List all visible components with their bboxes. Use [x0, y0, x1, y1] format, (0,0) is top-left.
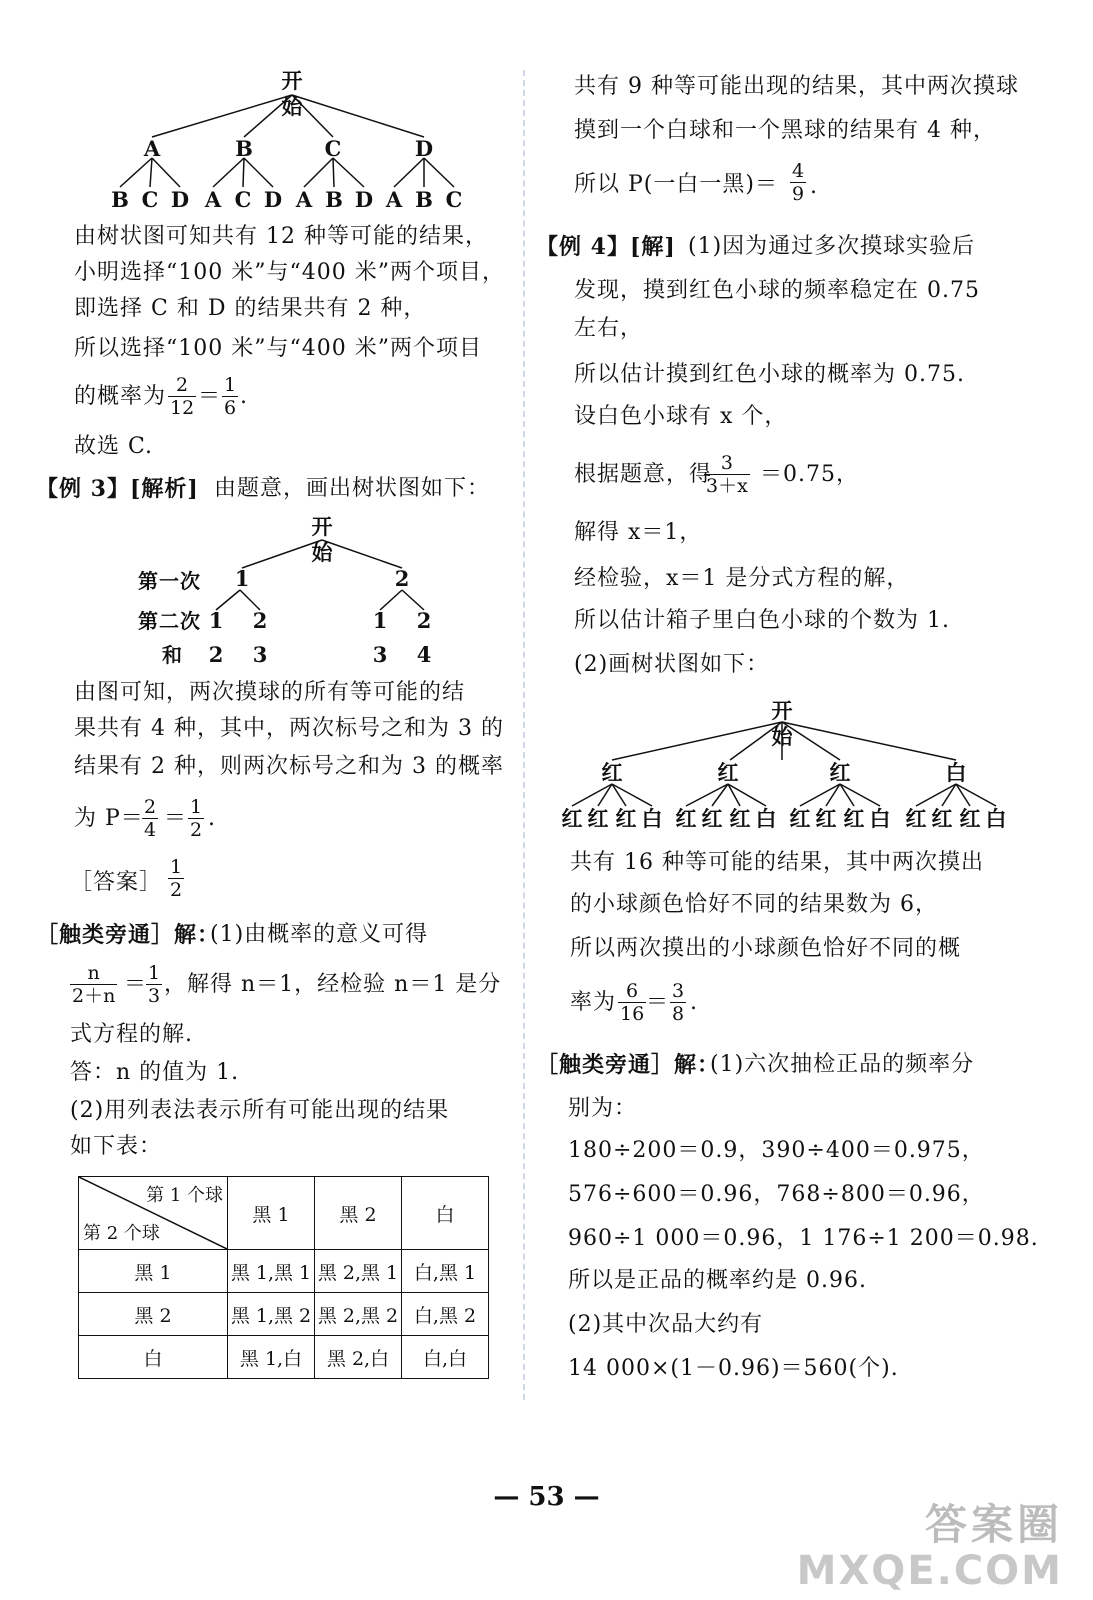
tree-2-leaf: 2 [416, 608, 432, 633]
tree-3-node: 白 [945, 760, 967, 785]
tree-2-node: 1 [234, 566, 250, 591]
paragraph-line: 解得 x＝1， [574, 520, 703, 545]
paragraph-line: ＝0.75， [760, 462, 859, 487]
table-cell: 白,黑 2 [402, 1293, 489, 1336]
paragraph-line: 为 P＝ [74, 806, 144, 831]
tree-2-root: 开始 [311, 514, 333, 565]
fraction-numerator: 4 [792, 160, 805, 182]
tree-1-leaf: D [354, 187, 374, 212]
tree-3-leaf: 红 [789, 806, 811, 831]
fraction-numerator: n [87, 962, 100, 984]
corner-bottom-label: 第 2 个球 [83, 1223, 160, 1244]
tree-2-leaf: 1 [372, 608, 388, 633]
paragraph-line: 发现，摸到红色小球的频率稳定在 0.75 [574, 278, 980, 303]
practice-tag: ［触类旁通］解： [536, 1052, 721, 1078]
paragraph-line: 所以是正品的概率约是 0.96. [568, 1268, 867, 1293]
paragraph-line: 共有 16 种等可能的结果，其中两次摸出 [570, 850, 984, 875]
equals-sign: ＝ [164, 806, 188, 831]
tree-1-leaf: C [234, 187, 252, 212]
tree-3-leaf: 白 [755, 806, 777, 831]
paragraph-line: (1)六次抽检正品的频率分 [710, 1052, 975, 1077]
tree-2-sum: 2 [208, 642, 224, 667]
tree-3-leaf: 红 [675, 806, 697, 831]
corner-top-label: 第 1 个球 [146, 1185, 223, 1206]
paragraph-line: 答：n 的值为 1. [70, 1060, 240, 1085]
tree-2-node: 2 [394, 566, 410, 591]
paragraph-line: 576÷600＝0.96，768÷800＝0.96， [568, 1182, 985, 1207]
tree-2-row-label: 第二次 [138, 609, 201, 633]
table-cell: 黑 2,白 [315, 1336, 402, 1379]
paragraph-line: 式方程的解. [70, 1022, 193, 1047]
paragraph-line: 由题意，画出树状图如下： [214, 476, 491, 501]
paragraph-line: 果共有 4 种，其中，两次标号之和为 3 的 [74, 716, 504, 741]
tree-3-leaf: 白 [641, 806, 663, 831]
fraction-denominator: 2 [170, 879, 183, 901]
tree-2-leaf: 2 [252, 608, 268, 633]
watermark-url: MXQE.COM [796, 1548, 1063, 1594]
tree-1-leaf: A [204, 187, 222, 212]
tree-1-leaf: B [415, 187, 433, 212]
tree-1-node: D [414, 136, 434, 161]
paragraph-line: (1)因为通过多次摸球实验后 [688, 234, 976, 259]
tree-2-sum: 3 [252, 642, 268, 667]
fraction-denominator: 2＋n [72, 985, 116, 1007]
fraction-numerator: 2 [144, 796, 157, 818]
paragraph-line: 所以估计摸到红色小球的概率为 0.75. [574, 362, 965, 387]
fraction-denominator: 6 [224, 397, 237, 419]
tree-1-leaf: C [445, 187, 463, 212]
table-cell: 黑 1,黑 2 [228, 1293, 315, 1336]
fraction-numerator: 3 [672, 980, 685, 1002]
paragraph-line: 所以两次摸出的小球颜色恰好不同的概 [570, 936, 962, 961]
example-4-tag: 【例 4】[解] [536, 234, 676, 260]
paragraph-line: (2)其中次品大约有 [568, 1312, 764, 1337]
paragraph-line: 14 000×(1－0.96)＝560(个). [568, 1356, 899, 1381]
tree-3-leaf: 红 [587, 806, 609, 831]
table-header-cell: 黑 2 [315, 1177, 402, 1250]
table-header-cell: 白 [402, 1177, 489, 1250]
paragraph-line: 的概率为 [74, 384, 167, 409]
answer-tag: ［答案］ [70, 870, 163, 895]
fraction-denominator: 12 [170, 397, 195, 419]
fraction [618, 980, 646, 1025]
tree-1-leaf: A [295, 187, 313, 212]
table-row-label: 白 [79, 1336, 228, 1379]
paragraph-line: 所以选择“100 米”与“400 米”两个项目 [74, 336, 482, 361]
tree-1-leaf: B [111, 187, 129, 212]
tree-1-node: C [324, 136, 342, 161]
fraction-numerator: 1 [224, 374, 237, 396]
tree-3-leaf: 红 [561, 806, 583, 831]
paragraph-line: 摸到一个白球和一个黑球的结果有 4 种， [574, 118, 996, 143]
tree-1-node: B [235, 136, 253, 161]
paragraph-line: ，解得 n＝1，经检验 n＝1 是分 [164, 972, 502, 997]
paragraph-line: 即选择 C 和 D 的结果共有 2 种， [74, 296, 427, 321]
paragraph-line: (1)由概率的意义可得 [210, 922, 429, 947]
tree-2-sum: 4 [416, 642, 432, 667]
tree-3-leaf: 红 [815, 806, 837, 831]
paragraph-line: 的小球颜色恰好不同的结果数为 6， [570, 892, 938, 917]
tree-1-leaf: C [141, 187, 159, 212]
paragraph-line: 别为： [568, 1096, 638, 1121]
period: . [208, 806, 216, 831]
equals-sign: ＝ [646, 990, 670, 1015]
equals-sign: ＝ [124, 972, 148, 997]
fraction-numerator: 6 [626, 980, 639, 1002]
tree-3-leaf: 红 [931, 806, 953, 831]
tree-3-leaf: 红 [843, 806, 865, 831]
fraction-denominator: 9 [792, 183, 805, 205]
paragraph-line: 经检验，x＝1 是分式方程的解， [574, 566, 910, 591]
paragraph-line: 共有 9 种等可能出现的结果，其中两次摸球 [574, 74, 1019, 99]
tree-1-node: A [143, 136, 161, 161]
tree-3-leaf: 红 [701, 806, 723, 831]
equals-sign: ＝ [198, 384, 222, 409]
paragraph-line: 设白色小球有 x 个， [574, 404, 788, 429]
tree-1-leaf: A [385, 187, 403, 212]
tree-1-leaf: D [170, 187, 190, 212]
practice-tag: ［触类旁通］解： [36, 922, 221, 948]
table-cell: 白,黑 1 [402, 1250, 489, 1293]
tree-2-row-label: 第一次 [138, 569, 201, 593]
tree-3-leaf: 红 [615, 806, 637, 831]
paragraph-line: 由树状图可知共有 12 种等可能的结果， [74, 224, 488, 249]
tree-1-leaf: B [325, 187, 343, 212]
fraction-denominator: 3 [148, 985, 161, 1007]
paragraph-line: (2)用列表法表示所有可能出现的结果 [70, 1098, 450, 1123]
example-3-tag: 【例 3】[解析] [36, 476, 199, 502]
fraction-denominator: 4 [144, 819, 157, 841]
paragraph-line: 小明选择“100 米”与“400 米”两个项目， [74, 260, 505, 285]
paragraph-line: 左右， [574, 316, 644, 341]
paragraph-line: (2)画树状图如下： [574, 652, 770, 677]
tree-3-root: 开始 [771, 698, 793, 749]
tree-2-row-label: 和 [162, 643, 183, 667]
tree-3-leaf: 红 [729, 806, 751, 831]
fraction-numerator: 1 [148, 962, 161, 984]
table-cell: 白,白 [402, 1336, 489, 1379]
fraction-denominator: 16 [620, 1003, 645, 1025]
period: . [810, 174, 818, 199]
tree-2-sum: 3 [372, 642, 388, 667]
fraction-numerator: 3 [720, 452, 733, 474]
watermark-logo: 答案圈 [924, 1500, 1063, 1549]
paragraph-line: 960÷1 000＝0.96，1 176÷1 200＝0.98. [568, 1226, 1039, 1251]
fraction-denominator: 8 [672, 1003, 685, 1025]
tree-2-leaf: 1 [208, 608, 224, 633]
table-cell: 黑 2,黑 1 [315, 1250, 402, 1293]
table-row-label: 黑 1 [79, 1250, 228, 1293]
paragraph-line: 率为 [570, 990, 617, 1015]
fraction-denominator: 2 [190, 819, 203, 841]
tree-1-root: 开始 [281, 68, 303, 119]
fraction-numerator: 2 [176, 374, 189, 396]
paragraph-line: 由图可知，两次摸球的所有等可能的结 [74, 680, 466, 705]
page-number: — 53 — [493, 1482, 600, 1512]
period: . [240, 384, 248, 409]
paragraph-line: 如下表： [70, 1134, 163, 1159]
tree-3-leaf: 红 [905, 806, 927, 831]
tree-3-node: 红 [829, 760, 851, 785]
paragraph-line: 所以估计箱子里白色小球的个数为 1. [574, 608, 950, 633]
table-cell: 黑 2,黑 2 [315, 1293, 402, 1336]
tree-3-leaf: 红 [959, 806, 981, 831]
fraction-numerator: 1 [190, 796, 203, 818]
table-cell: 黑 1,黑 1 [228, 1250, 315, 1293]
paragraph-line: 故选 C. [74, 434, 154, 459]
period: . [690, 990, 698, 1015]
paragraph-line: 结果有 2 种，则两次标号之和为 3 的概率 [74, 754, 504, 779]
tree-1-leaf: D [263, 187, 283, 212]
tree-3-leaf: 白 [869, 806, 891, 831]
paragraph-line: 所以 P(一白一黑)＝ [574, 172, 778, 197]
table-row-label: 黑 2 [79, 1293, 228, 1336]
fraction [670, 980, 686, 1025]
tree-3-leaf: 白 [985, 806, 1007, 831]
paragraph-line: 根据题意，得 [574, 462, 713, 487]
table-header-cell: 黑 1 [228, 1177, 315, 1250]
tree-3-node: 红 [717, 760, 739, 785]
fraction-denominator: 3＋x [706, 475, 748, 497]
fraction-numerator: 1 [170, 856, 183, 878]
table-cell: 黑 1,白 [228, 1336, 315, 1379]
paragraph-line: 180÷200＝0.9，390÷400＝0.975， [568, 1138, 985, 1163]
tree-3-node: 红 [601, 760, 623, 785]
